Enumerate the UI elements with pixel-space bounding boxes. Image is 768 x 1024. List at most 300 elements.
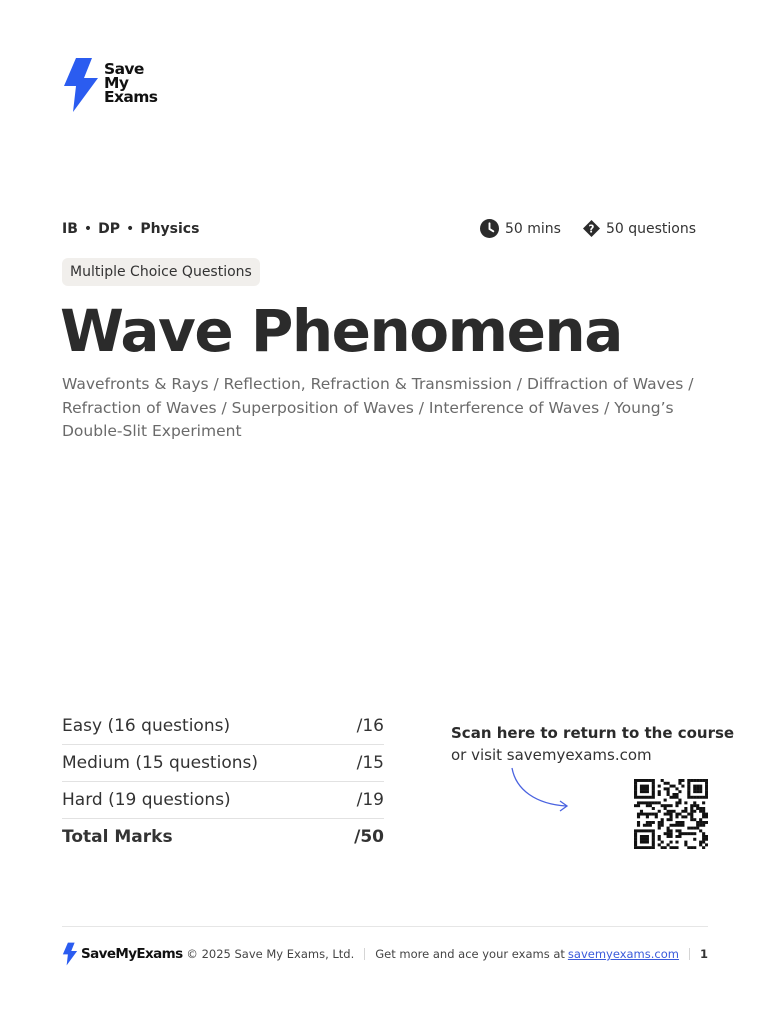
marks-row-hard xyxy=(62,782,384,819)
qr-module xyxy=(702,838,705,841)
qr-module xyxy=(652,807,655,810)
qr-module xyxy=(681,785,684,788)
qr-module xyxy=(667,832,670,835)
qr-module xyxy=(684,843,687,846)
qr-module xyxy=(652,838,655,841)
qr-module xyxy=(652,843,655,846)
qr-module xyxy=(687,790,690,793)
qr-module xyxy=(681,824,684,827)
qr-module xyxy=(655,801,658,804)
qr-module xyxy=(652,813,655,816)
qr-module xyxy=(643,801,646,804)
qr-module xyxy=(699,843,702,846)
qr-module xyxy=(702,846,705,849)
qr-module xyxy=(640,796,643,799)
qr-module xyxy=(655,815,658,818)
qr-module xyxy=(634,796,637,799)
lightning-bolt-icon xyxy=(62,942,78,966)
qr-module xyxy=(649,801,652,804)
qr-module xyxy=(675,821,678,824)
qr-module xyxy=(670,813,673,816)
qr-code[interactable] xyxy=(634,779,708,849)
qr-module xyxy=(705,835,708,838)
qr-module xyxy=(667,787,670,790)
qr-module xyxy=(658,838,661,841)
question-icon xyxy=(583,220,600,237)
footer-cta-text: Get more and ace your exams at xyxy=(375,947,565,961)
qr-module xyxy=(702,810,705,813)
qr-module xyxy=(705,838,708,841)
qr-module xyxy=(687,846,690,849)
qr-module xyxy=(664,782,667,785)
qr-module xyxy=(678,790,681,793)
qr-module xyxy=(690,796,693,799)
qr-module xyxy=(675,801,678,804)
qr-module xyxy=(661,841,664,844)
qr-module xyxy=(658,793,661,796)
qr-module xyxy=(652,832,655,835)
qr-module xyxy=(684,801,687,804)
qr-module xyxy=(643,824,646,827)
qr-module xyxy=(687,813,690,816)
footer xyxy=(62,942,708,966)
footer-website-link[interactable]: savemyexams.com xyxy=(567,947,679,961)
qr-module xyxy=(678,824,681,827)
qr-module xyxy=(658,785,661,788)
footer-info xyxy=(186,947,708,961)
marks-row-label: Hard (19 questions) xyxy=(62,790,231,810)
qr-module xyxy=(675,846,678,849)
qr-module xyxy=(675,796,678,799)
qr-module xyxy=(658,810,661,813)
qr-module xyxy=(637,779,640,782)
qr-module xyxy=(646,841,649,844)
scan-subtext: or visit savemyexams.com xyxy=(451,746,652,764)
qr-module xyxy=(640,841,643,844)
topics-list: Wavefronts & Rays / Reflection, Refraction & Transmission / Diffraction of Waves / Refraction of Waves / Superposition of Waves / Interference of Waves / Young’s Double-Slit Experiment xyxy=(62,375,694,440)
qr-module xyxy=(658,835,661,838)
qr-module xyxy=(702,835,705,838)
qr-module xyxy=(640,779,643,782)
qr-module xyxy=(652,782,655,785)
qr-module xyxy=(649,846,652,849)
qr-module xyxy=(690,818,693,821)
qr-module xyxy=(640,787,643,790)
qr-module xyxy=(678,835,681,838)
qr-module xyxy=(702,841,705,844)
qr-module xyxy=(646,804,649,807)
qr-module xyxy=(702,821,705,824)
qr-module xyxy=(687,796,690,799)
breadcrumb-item: Physics xyxy=(140,220,200,237)
qr-module xyxy=(681,832,684,835)
qr-module xyxy=(652,835,655,838)
qr-module xyxy=(702,815,705,818)
qr-module xyxy=(646,815,649,818)
meta-row xyxy=(62,219,696,238)
qr-module xyxy=(696,790,699,793)
qr-module xyxy=(637,804,640,807)
qr-module xyxy=(684,815,687,818)
qr-module xyxy=(634,838,637,841)
qr-module xyxy=(678,782,681,785)
qr-module xyxy=(693,779,696,782)
qr-module xyxy=(670,796,673,799)
qr-module xyxy=(637,829,640,832)
qr-module xyxy=(675,835,678,838)
qr-module xyxy=(646,779,649,782)
qr-module xyxy=(696,804,699,807)
qr-module xyxy=(681,815,684,818)
qr-module xyxy=(702,824,705,827)
qr-module xyxy=(705,821,708,824)
marks-row-value: /15 xyxy=(356,753,384,773)
qr-module xyxy=(675,815,678,818)
qr-module xyxy=(652,779,655,782)
qr-module xyxy=(664,813,667,816)
qr-module xyxy=(693,832,696,835)
qr-module xyxy=(699,841,702,844)
qr-module xyxy=(640,829,643,832)
qr-module xyxy=(640,813,643,816)
brand-name xyxy=(104,58,157,104)
qr-module xyxy=(699,807,702,810)
qr-module xyxy=(637,801,640,804)
qr-module xyxy=(652,790,655,793)
qr-module xyxy=(667,804,670,807)
qr-module xyxy=(675,829,678,832)
qr-module xyxy=(652,841,655,844)
qr-module xyxy=(670,829,673,832)
qr-module xyxy=(684,807,687,810)
qr-module xyxy=(702,832,705,835)
breadcrumb xyxy=(62,221,199,237)
qr-module xyxy=(690,807,693,810)
qr-module xyxy=(652,796,655,799)
qr-module xyxy=(661,818,664,821)
qr-module xyxy=(678,829,681,832)
qr-module xyxy=(667,818,670,821)
qr-module xyxy=(693,846,696,849)
qr-module xyxy=(687,782,690,785)
qr-module xyxy=(634,835,637,838)
qr-module xyxy=(678,821,681,824)
qr-module xyxy=(696,779,699,782)
qr-module xyxy=(670,832,673,835)
qr-module xyxy=(670,785,673,788)
qr-module xyxy=(640,838,643,841)
qr-module xyxy=(670,815,673,818)
qr-module xyxy=(675,824,678,827)
qr-module xyxy=(675,841,678,844)
qr-module xyxy=(690,832,693,835)
qr-module xyxy=(652,801,655,804)
qr-module xyxy=(667,810,670,813)
qr-module xyxy=(693,804,696,807)
qr-module xyxy=(667,790,670,793)
qr-module xyxy=(678,799,681,802)
qr-module xyxy=(670,835,673,838)
qr-module xyxy=(687,832,690,835)
qr-module xyxy=(646,829,649,832)
breadcrumb-separator: • xyxy=(83,220,93,237)
exam-stats xyxy=(458,219,696,238)
qr-module xyxy=(652,846,655,849)
qr-module xyxy=(687,779,690,782)
marks-row-label: Easy (16 questions) xyxy=(62,716,231,736)
marks-row-easy xyxy=(62,708,384,745)
qr-module xyxy=(696,787,699,790)
questions-text: 50 questions xyxy=(605,220,696,237)
qr-module xyxy=(699,796,702,799)
qr-module xyxy=(634,832,637,835)
qr-module xyxy=(643,790,646,793)
qr-module xyxy=(687,787,690,790)
brand-name-line: Exams xyxy=(104,88,158,106)
qr-module xyxy=(670,804,673,807)
qr-module xyxy=(640,801,643,804)
qr-module xyxy=(699,818,702,821)
qr-module xyxy=(664,807,667,810)
brand-logo[interactable] xyxy=(62,58,157,112)
qr-module xyxy=(637,813,640,816)
qr-module xyxy=(690,804,693,807)
qr-module xyxy=(678,801,681,804)
footer-divider xyxy=(62,926,708,927)
qr-module xyxy=(702,779,705,782)
qr-module xyxy=(661,779,664,782)
qr-module xyxy=(640,835,643,838)
qr-module xyxy=(699,810,702,813)
qr-module xyxy=(693,785,696,788)
qr-module xyxy=(687,793,690,796)
qr-module xyxy=(646,785,649,788)
qr-module xyxy=(640,785,643,788)
qr-module xyxy=(693,801,696,804)
qr-module xyxy=(667,835,670,838)
svg-text:?: ? xyxy=(588,224,595,236)
qr-module xyxy=(634,785,637,788)
qr-module xyxy=(652,793,655,796)
qr-module xyxy=(705,813,708,816)
qr-module xyxy=(705,843,708,846)
qr-module xyxy=(646,801,649,804)
qr-module xyxy=(667,813,670,816)
qr-module xyxy=(699,824,702,827)
qr-module xyxy=(678,779,681,782)
qr-module xyxy=(664,804,667,807)
qr-module xyxy=(690,779,693,782)
qr-module xyxy=(658,827,661,830)
qr-module xyxy=(664,799,667,802)
qr-module xyxy=(652,829,655,832)
qr-module xyxy=(693,787,696,790)
qr-module xyxy=(634,787,637,790)
qr-module xyxy=(649,829,652,832)
qr-module xyxy=(699,790,702,793)
qr-module xyxy=(634,793,637,796)
qr-module xyxy=(667,782,670,785)
qr-module xyxy=(646,846,649,849)
qr-module xyxy=(649,779,652,782)
qr-module xyxy=(684,810,687,813)
qr-module xyxy=(678,832,681,835)
qr-module xyxy=(705,779,708,782)
qr-module xyxy=(675,804,678,807)
qr-module xyxy=(690,846,693,849)
qr-module xyxy=(658,824,661,827)
question-type-badge: Multiple Choice Questions xyxy=(62,258,260,286)
qr-module xyxy=(687,785,690,788)
qr-module xyxy=(643,787,646,790)
qr-module xyxy=(637,846,640,849)
qr-module xyxy=(667,843,670,846)
qr-module xyxy=(693,810,696,813)
qr-module xyxy=(696,785,699,788)
qr-module xyxy=(637,815,640,818)
qr-module xyxy=(696,796,699,799)
qr-module xyxy=(634,846,637,849)
qr-module xyxy=(667,827,670,830)
qr-module xyxy=(658,801,661,804)
qr-module xyxy=(658,821,661,824)
qr-module xyxy=(649,824,652,827)
qr-module xyxy=(643,841,646,844)
qr-module xyxy=(681,821,684,824)
clock-icon xyxy=(480,219,499,238)
qr-module xyxy=(643,829,646,832)
curved-arrow-icon xyxy=(508,766,574,814)
footer-brand-name: SaveMyExams xyxy=(81,946,183,962)
qr-module xyxy=(670,846,673,849)
qr-module xyxy=(690,827,693,830)
qr-module xyxy=(675,787,678,790)
qr-module xyxy=(684,841,687,844)
qr-module xyxy=(646,796,649,799)
qr-module xyxy=(681,810,684,813)
qr-module xyxy=(634,829,637,832)
qr-module xyxy=(702,801,705,804)
qr-module xyxy=(696,827,699,830)
qr-module xyxy=(652,787,655,790)
brand-name-line: Save xyxy=(104,60,144,78)
qr-module xyxy=(705,782,708,785)
qr-module xyxy=(699,785,702,788)
qr-module xyxy=(705,785,708,788)
footer-logo[interactable] xyxy=(62,942,183,966)
qr-module xyxy=(634,843,637,846)
qr-module xyxy=(649,813,652,816)
page-title: Wave Phenomena xyxy=(60,297,622,365)
qr-module xyxy=(699,779,702,782)
duration-stat xyxy=(480,219,561,238)
qr-module xyxy=(699,829,702,832)
qr-module xyxy=(672,810,675,813)
qr-module xyxy=(672,846,675,849)
qr-module xyxy=(705,796,708,799)
page-number: 1 xyxy=(699,947,708,961)
qr-module xyxy=(643,835,646,838)
qr-module xyxy=(690,815,693,818)
qr-module xyxy=(705,793,708,796)
qr-module xyxy=(652,821,655,824)
qr-module xyxy=(684,832,687,835)
qr-module xyxy=(646,824,649,827)
qr-module xyxy=(661,804,664,807)
qr-module xyxy=(637,821,640,824)
qr-module xyxy=(643,838,646,841)
qr-module xyxy=(699,787,702,790)
qr-module xyxy=(693,790,696,793)
qr-module xyxy=(705,815,708,818)
qr-module xyxy=(670,824,673,827)
qr-module xyxy=(649,796,652,799)
qr-module xyxy=(634,804,637,807)
marks-row-total xyxy=(62,819,384,855)
qr-module xyxy=(693,838,696,841)
qr-module xyxy=(643,796,646,799)
qr-module xyxy=(690,813,693,816)
qr-module xyxy=(670,810,673,813)
qr-module xyxy=(646,835,649,838)
qr-module xyxy=(672,785,675,788)
qr-module xyxy=(637,824,640,827)
qr-module xyxy=(696,824,699,827)
qr-module xyxy=(670,818,673,821)
qr-module xyxy=(664,832,667,835)
qr-module xyxy=(675,793,678,796)
qr-module xyxy=(655,813,658,816)
breadcrumb-separator: • xyxy=(126,220,135,237)
qr-module xyxy=(693,796,696,799)
brand-name-line: My xyxy=(104,74,129,92)
scan-heading: Scan here to return to the course xyxy=(451,724,735,742)
qr-module xyxy=(702,813,705,816)
qr-module xyxy=(634,782,637,785)
qr-module xyxy=(667,829,670,832)
footer-separator xyxy=(364,948,365,960)
qr-module xyxy=(705,790,708,793)
qr-module xyxy=(672,796,675,799)
qr-module xyxy=(705,787,708,790)
scan-callout xyxy=(451,722,735,766)
duration-text: 50 mins xyxy=(504,220,561,237)
marks-row-value: /50 xyxy=(354,827,384,847)
qr-module xyxy=(643,846,646,849)
qr-module xyxy=(646,838,649,841)
qr-module xyxy=(634,779,637,782)
qr-module xyxy=(634,790,637,793)
qr-module xyxy=(681,779,684,782)
qr-module xyxy=(643,813,646,816)
qr-module xyxy=(672,824,675,827)
marks-row-label: Total Marks xyxy=(62,827,173,847)
qr-module xyxy=(661,821,664,824)
qr-module xyxy=(652,785,655,788)
qr-module xyxy=(646,787,649,790)
marks-table xyxy=(62,708,384,855)
qr-module xyxy=(696,807,699,810)
qr-module xyxy=(667,793,670,796)
qr-module xyxy=(646,821,649,824)
footer-separator xyxy=(689,948,690,960)
qr-module xyxy=(658,843,661,846)
qr-module xyxy=(670,841,673,844)
qr-module xyxy=(696,821,699,824)
qr-module xyxy=(678,813,681,816)
qr-module xyxy=(687,827,690,830)
qr-module xyxy=(640,846,643,849)
